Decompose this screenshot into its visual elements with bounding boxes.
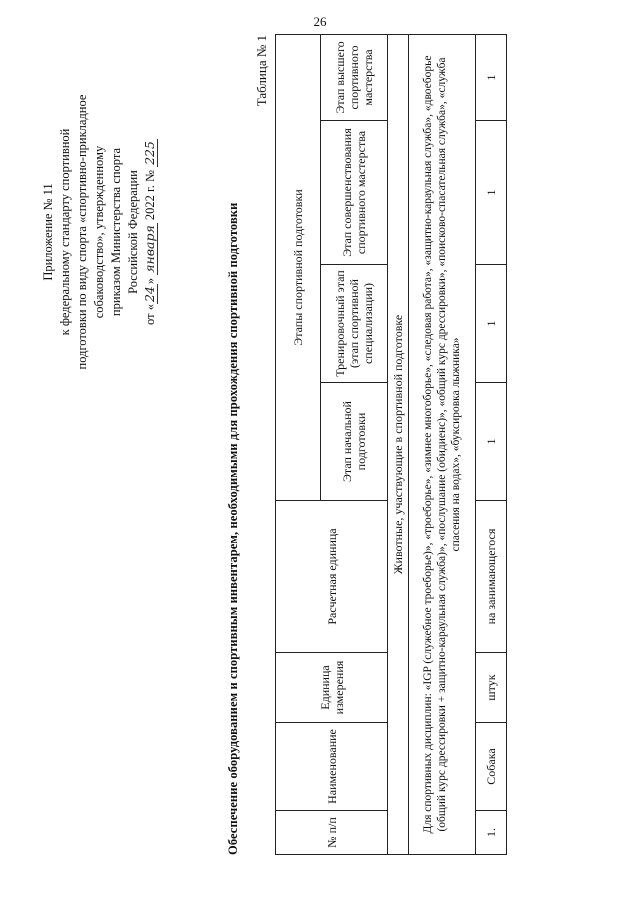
table-title: Таблица № 1 — [254, 35, 269, 107]
equipment-table — [275, 34, 507, 855]
header-unit: Единица измерения — [276, 653, 388, 723]
section-row — [388, 34, 409, 854]
section-title: Животные, участвующие в спортивной подготовке — [388, 34, 409, 854]
row-name: Собака — [476, 723, 507, 811]
handwritten-day: 24 — [142, 286, 157, 303]
date-prefix: от « — [143, 304, 157, 325]
header-stages: Этапы спортивной подготовки — [276, 34, 321, 500]
header-calc-unit: Расчетная единица — [276, 501, 388, 653]
header-num: № п/п — [276, 811, 388, 855]
appendix-line: приказом Министерства спорта — [109, 147, 123, 317]
row-unit: штук — [476, 653, 507, 723]
stage-header: Этап начальной подготовки — [321, 383, 388, 501]
row-value: 1 — [476, 121, 507, 265]
appendix-line: собаководство», утвержденному — [92, 145, 106, 319]
handwritten-number: 225 — [142, 141, 157, 165]
row-value: 1 — [476, 265, 507, 383]
appendix-block — [40, 37, 159, 427]
appendix-line: Российской Федерации — [126, 170, 140, 294]
row-value: 1 — [476, 383, 507, 501]
row-value: 1 — [476, 34, 507, 120]
table-row — [476, 34, 507, 854]
stage-header: Этап совершенствования спортивного мастерства — [321, 121, 388, 265]
handwritten-month: января — [142, 225, 157, 273]
appendix-title: Приложение № 11 — [41, 183, 55, 281]
stage-header: Тренировочный этап (этап спортивной специализации) — [321, 265, 388, 383]
page-number: 26 — [313, 14, 327, 29]
date-mid: » — [143, 277, 157, 285]
document-heading: Обеспечение оборудованием и спортивным инвентарем, необходимыми для прохождения спортивной подготовки — [226, 202, 240, 855]
section-desc-row — [409, 34, 476, 854]
row-num: 1. — [476, 811, 507, 855]
header-name: Наименование — [276, 723, 388, 811]
stage-header: Этап высшего спортивного мастерства — [321, 34, 388, 120]
header-row — [276, 34, 321, 854]
date-year: 2022 г. № — [143, 170, 157, 221]
section-description: Для спортивных дисциплин: «IGP (служебное троеборье)», «троеборье», «зимнее многоборье», «следовая работа», «защитно-караульная служба», «двоеборье (общий курс дрессировки + защитно-караульная служба)», «послушание (обидиенс)», «общий курс дрессировки», «поисково-спасательная служба», «служба спасения на водах», «буксировка лыжника» — [409, 34, 476, 854]
appendix-line: к федеральному стандарту спортивной — [58, 128, 72, 336]
appendix-date-line — [142, 37, 159, 427]
row-calc-unit: на занимающегося — [476, 501, 507, 653]
rotated-page-content — [20, 15, 620, 895]
appendix-line: подготовки по виду спорта «спортивно-прикладное — [75, 94, 89, 370]
